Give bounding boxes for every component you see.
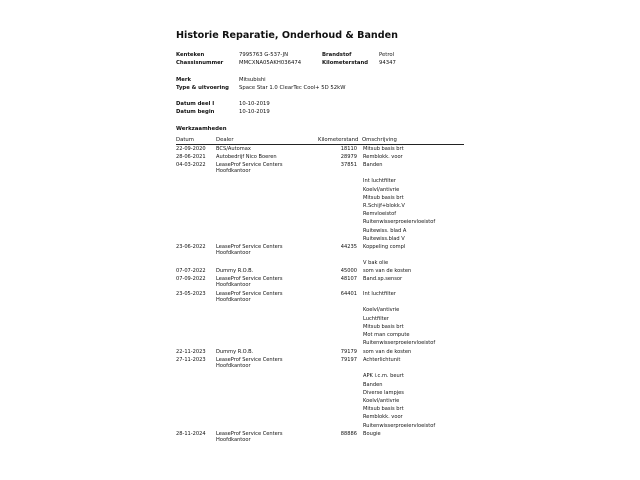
row-date: 22-09-2020 <box>176 146 206 152</box>
row-omschrijving: Ruitenwisserproeiervloeistof <box>363 340 436 347</box>
row-omschrijving: Banden <box>363 162 383 168</box>
row-date: 22-11-2023 <box>176 349 206 355</box>
row-date: 23-05-2023 <box>176 291 206 297</box>
datum-deel1-value: 10-10-2019 <box>239 101 270 107</box>
row-omschrijving: Remvloeistof <box>363 211 397 218</box>
row-omschrijving: R.Schijf+blokk.V <box>363 203 405 209</box>
row-omschrijving: Koelvl/antivrie <box>363 186 400 193</box>
column-header-omschrijving: Omschrijving <box>362 137 397 143</box>
row-date: 23-06-2022 <box>176 244 206 250</box>
header-divider <box>176 144 464 145</box>
row-omschrijving: Band.sp.sensor <box>363 276 403 282</box>
row-omschrijving: Int luchtfilter <box>363 178 396 185</box>
row-omschrijving: Ruitewiss. blad A <box>363 227 407 234</box>
datum-deel1-label: Datum deel I <box>176 101 215 107</box>
datum-begin-label: Datum begin <box>176 109 215 115</box>
kenteken-label: Kenteken <box>176 52 205 58</box>
column-header-datum: Datum <box>176 137 194 143</box>
row-omschrijving: Koelvl/antivrie <box>363 398 400 404</box>
row-date: 07-09-2022 <box>176 276 206 282</box>
row-kilometerstand: 88886 <box>340 431 357 437</box>
row-kilometerstand: 79179 <box>340 349 357 355</box>
row-dealer: Hoofdkantoor <box>216 297 251 303</box>
row-dealer: Hoofdkantoor <box>216 282 251 288</box>
row-omschrijving: Remblokk. voor <box>363 154 403 160</box>
row-dealer: Hoofdkantoor <box>216 363 251 369</box>
row-omschrijving: Bougie <box>363 431 381 437</box>
row-kilometerstand: 18110 <box>340 146 357 152</box>
column-header-kilometerstand: Kilometerstand <box>318 137 359 143</box>
row-omschrijving: Ruitenwisserproeiervloeistof <box>363 422 436 429</box>
chassis-value: MMCXNA05AKH036474 <box>239 60 302 66</box>
brandstof-value: Petrol <box>379 52 395 58</box>
datum-begin-value: 10-10-2019 <box>239 109 270 115</box>
row-omschrijving: Mitsub basis brt <box>363 194 404 201</box>
row-dealer: LeaseProf Service Centers <box>216 244 283 250</box>
type-value: Space Star 1.0 ClearTec Cool+ 5D 52kW <box>239 85 346 91</box>
row-omschrijving: Achterlichtunit <box>363 357 401 363</box>
row-dealer: LeaseProf Service Centers <box>216 162 283 168</box>
row-kilometerstand: 79197 <box>340 357 357 363</box>
row-dealer: Hoofdkantoor <box>216 168 251 174</box>
merk-value: Mitsubishi <box>239 77 266 83</box>
row-omschrijving: Koelvl/antivrie <box>363 307 400 314</box>
page-title: Historie Reparatie, Onderhoud & Banden <box>176 30 398 41</box>
row-omschrijving: Luchtfilter <box>363 315 389 322</box>
row-dealer: Hoofdkantoor <box>216 437 251 443</box>
row-dealer: LeaseProf Service Centers <box>216 276 283 282</box>
brandstof-label: Brandstof <box>322 52 352 58</box>
row-kilometerstand: 28979 <box>340 154 357 160</box>
row-omschrijving: Mitsub basis brt <box>363 323 404 330</box>
row-omschrijving: som van de kosten <box>363 268 412 274</box>
row-kilometerstand: 45000 <box>340 268 357 274</box>
row-dealer: Autobedrijf Nico Boeren <box>216 154 277 160</box>
kilometerstand-value: 94347 <box>379 60 396 66</box>
werkzaamheden-title: Werkzaamheden <box>176 126 227 132</box>
row-omschrijving: Mot man compute <box>363 332 410 338</box>
row-omschrijving: Koppeling compl <box>363 244 406 250</box>
row-dealer: LeaseProf Service Centers <box>216 357 283 363</box>
row-omschrijving: APK i.c.m. beurt <box>363 373 404 380</box>
column-header-dealer: Dealer <box>216 137 234 143</box>
row-omschrijving: Mitsub basis brt <box>363 146 404 152</box>
row-date: 28-11-2024 <box>176 431 206 437</box>
row-date: 28-06-2021 <box>176 154 206 160</box>
row-omschrijving: Ruitenwisserproeiervloeistof <box>363 219 436 226</box>
row-omschrijving: V bak olie <box>363 260 389 267</box>
row-date: 07-07-2022 <box>176 268 206 274</box>
row-omschrijving: Remblokk. voor <box>363 414 403 421</box>
row-kilometerstand: 64401 <box>340 291 357 297</box>
row-dealer: Dummy R.O.B. <box>216 268 254 274</box>
chassis-label: Chassisnummer <box>176 60 224 66</box>
row-omschrijving: Banden <box>363 381 383 388</box>
kilometerstand-label: Kilometerstand <box>322 60 369 66</box>
row-omschrijving: Diverse lampjes <box>363 389 404 396</box>
kenteken-value: 7995763 G-537-JN <box>239 52 289 58</box>
type-label: Type & uitvoering <box>176 85 229 91</box>
row-omschrijving: Int luchtfilter <box>363 291 396 297</box>
merk-label: Merk <box>176 77 191 83</box>
row-kilometerstand: 37851 <box>340 162 357 168</box>
row-dealer: LeaseProf Service Centers <box>216 431 283 437</box>
row-date: 04-03-2022 <box>176 162 206 168</box>
row-date: 27-11-2023 <box>176 357 206 363</box>
row-omschrijving: Ruitewiss.blad V <box>363 235 405 242</box>
row-kilometerstand: 44235 <box>340 244 357 250</box>
row-dealer: Hoofdkantoor <box>216 250 251 256</box>
row-kilometerstand: 48107 <box>340 276 357 282</box>
row-dealer: LeaseProf Service Centers <box>216 291 283 297</box>
row-dealer: BCS/Automax <box>216 146 251 152</box>
row-omschrijving: som van de kosten <box>363 349 412 355</box>
row-omschrijving: Mitsub basis brt <box>363 406 404 413</box>
row-dealer: Dummy R.O.B. <box>216 349 254 355</box>
